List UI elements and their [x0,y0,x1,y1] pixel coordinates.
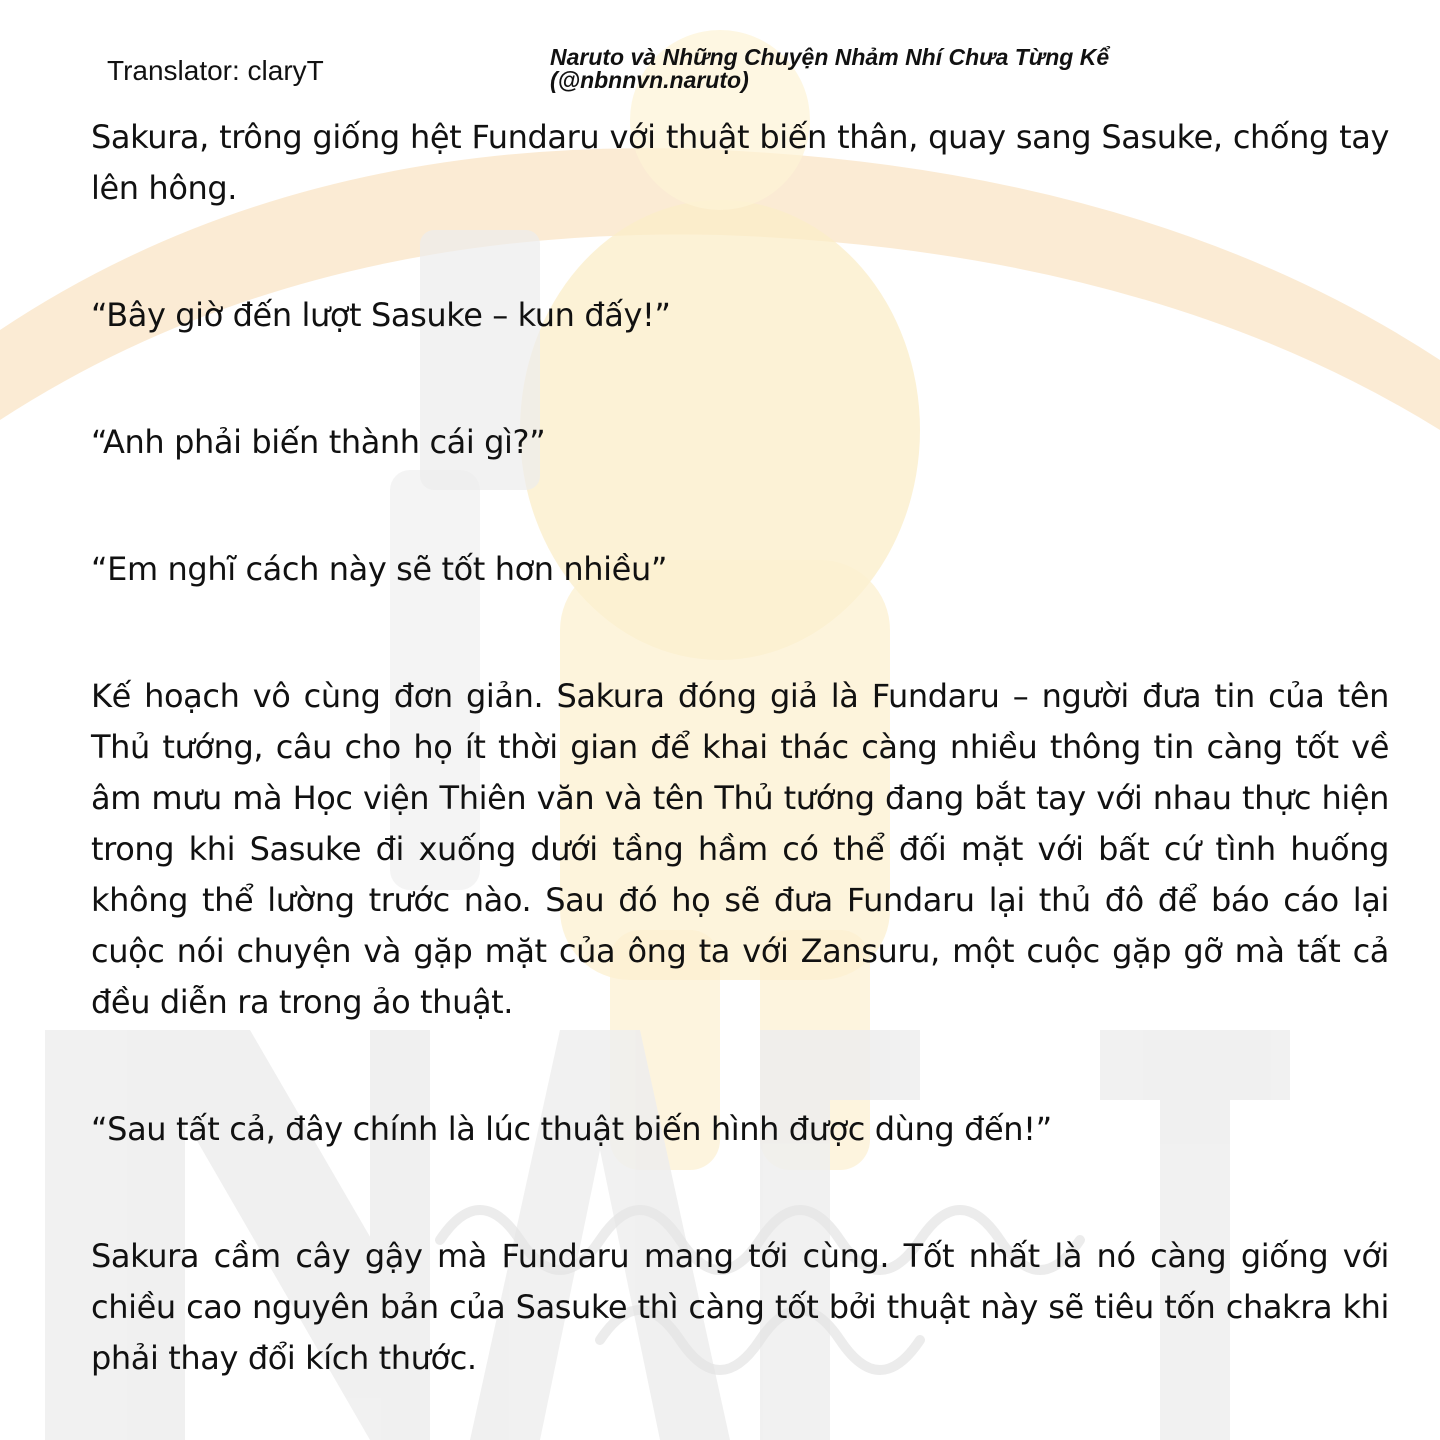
series-heading [550,46,1270,92]
dialogue-line: “Bây giờ đến lượt Sasuke – kun đấy!” [91,296,671,334]
series-handle: (@nbnnvn.naruto) [550,67,749,93]
dialogue-line: “Em nghĩ cách này sẽ tốt hơn nhiều” [91,550,668,588]
series-title: Naruto và Những Chuyện Nhảm Nhí Chưa Từng Kể [550,44,1110,70]
paragraph: Sakura cầm cây gậy mà Fundaru mang tới cùng. Tốt nhất là nó càng giống với chiều cao nguyên bản của Sasuke thì càng tốt bởi thuật này sẽ tiêu tốn chakra khi phải thay đổi kích thước. [91,1237,1389,1377]
story-text [91,112,1389,1384]
dialogue-line: “Anh phải biến thành cái gì?” [91,423,546,461]
paragraph: Sakura, trông giống hệt Fundaru với thuật biến thân, quay sang Sasuke, chống tay lên hông. [91,118,1389,207]
translator-credit: Translator: claryT [107,55,324,86]
dialogue-line: “Sau tất cả, đây chính là lúc thuật biến hình được dùng đến!” [91,1110,1052,1148]
paragraph: Kế hoạch vô cùng đơn giản. Sakura đóng giả là Fundaru – người đưa tin của tên Thủ tướng, câu cho họ ít thời gian để khai thác càng nhiều thông tin càng tốt về âm mưu mà Học viện Thiên văn và tên Thủ tướng đang bắt tay với nhau thực hiện trong khi Sasuke đi xuống dưới tầng hầm có thể đối mặt với bất cứ tình huống không thể lường trước nào. Sau đó họ sẽ đưa Fundaru lại thủ đô để báo cáo lại cuộc nói chuyện và gặp mặt của ông ta với Zansuru, một cuộc gặp gỡ mà tất cả đều diễn ra trong ảo thuật. [91,677,1389,1021]
